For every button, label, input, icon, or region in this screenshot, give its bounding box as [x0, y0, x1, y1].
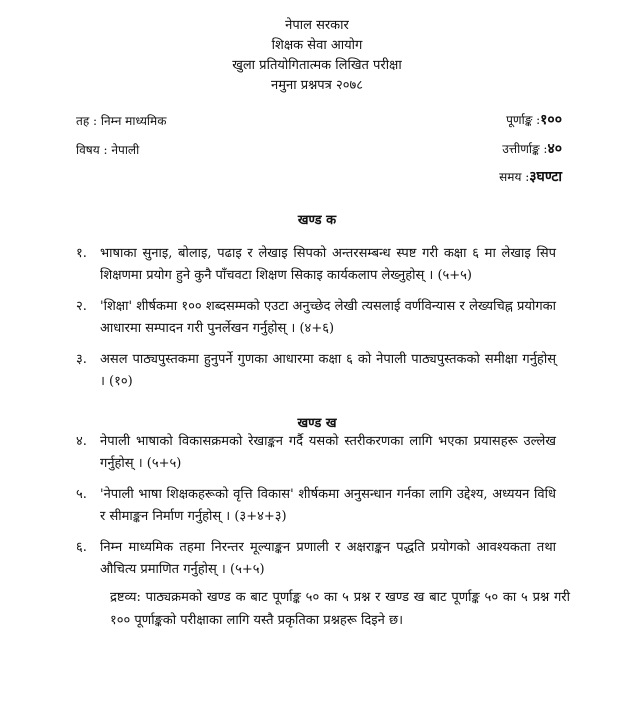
header-government: नेपाल सरकार [285, 18, 349, 33]
question-2 [76, 296, 556, 340]
meta-level: तह : निम्न माध्यमिक [76, 114, 167, 128]
question-number: ६. [76, 540, 87, 555]
question-text: असल पाठ्यपुस्तकमा हुनुपर्ने गुणका आधारमा कक्षा ६ को नेपाली पाठ्यपुस्तकको समीक्षा गर्नुहोस् । (१०) [100, 352, 556, 389]
meta-subject: विषय : नेपाली [76, 143, 140, 157]
question-number: ४. [76, 434, 87, 449]
question-number: ३. [76, 352, 87, 367]
question-number: २. [76, 299, 87, 314]
question-number: १. [76, 246, 87, 261]
header-sample-paper: नमुना प्रश्नपत्र २०७८ [270, 78, 364, 93]
question-text: 'शिक्षा' शीर्षकमा १०० शब्दसम्मको एउटा अनुच्छेद लेखी त्यसलाई वर्णविन्यास र लेख्यचिह्न प्रयोगका आधारमा सम्पादन गरी पुनर्लेखन गर्नुहोस् । (४+६) [100, 299, 556, 336]
question-text: नेपाली भाषाको विकासक्रमको रेखाङ्कन गर्दै यसको स्तरीकरणका लागि भएका प्रयासहरू उल्लेख गर्नुहोस् । (५+५) [100, 434, 556, 471]
full-marks-value: १०० [540, 112, 562, 128]
section-title-kha: खण्ड ख [297, 416, 337, 431]
question-text: 'नेपाली भाषा शिक्षकहरूको वृत्ति विकास' शीर्षकमा अनुसन्धान गर्नका लागि उद्देश्य, अध्ययन विधि र सीमाङ्कन निर्माण गर्नुहोस् । (३+४+३) [100, 487, 556, 524]
question-5 [76, 484, 556, 528]
meta-time [499, 167, 562, 186]
header-commission: शिक्षक सेवा आयोग [271, 38, 363, 53]
pass-marks-label: उत्तीर्णाङ्क : [502, 142, 548, 156]
question-3 [76, 349, 556, 393]
question-6 [76, 537, 556, 581]
exam-note: द्रष्टव्य: पाठ्यक्रमको खण्ड क बाट पूर्णाङ्क ५० का ५ प्रश्न र खण्ड ख बाट पूर्णाङ्क ५० का ५ प्रश्न गरी १०० पूर्णाङ्कको परीक्षाका लागि यस्तै प्रकृतिका प्रश्नहरू दिइने छ। [110, 590, 570, 628]
time-value: ३घण्टा [529, 169, 562, 185]
full-marks-label: पूर्णाङ्क : [506, 113, 541, 127]
question-text: भाषाका सुनाइ, बोलाइ, पढाइ र लेखाइ सिपको अन्तरसम्बन्ध स्पष्ट गरी कक्षा ६ मा लेखाइ सिप शिक्षणमा प्रयोग हुने कुनै पाँचवटा शिक्षण सिकाइ कार्यकलाप लेख्नुहोस् । (५+५) [100, 246, 556, 283]
question-4 [76, 431, 556, 475]
header-exam-type: खुला प्रतियोगितात्मक लिखित परीक्षा [232, 58, 402, 73]
question-number: ५. [76, 487, 87, 502]
section-title-ka: खण्ड क [297, 213, 337, 228]
question-text: निम्न माध्यमिक तहमा निरन्तर मूल्याङ्कन प्रणाली र अक्षराङ्कन पद्धति प्रयोगको आवश्यकता तथा औचित्य प्रमाणित गर्नुहोस् । (५+५) [100, 540, 556, 577]
meta-pass-marks [502, 139, 562, 158]
question-1 [76, 243, 556, 287]
meta-full-marks [506, 110, 562, 129]
document-header [0, 16, 634, 96]
pass-marks-value: ४० [547, 141, 562, 157]
time-label: समय : [499, 170, 530, 184]
